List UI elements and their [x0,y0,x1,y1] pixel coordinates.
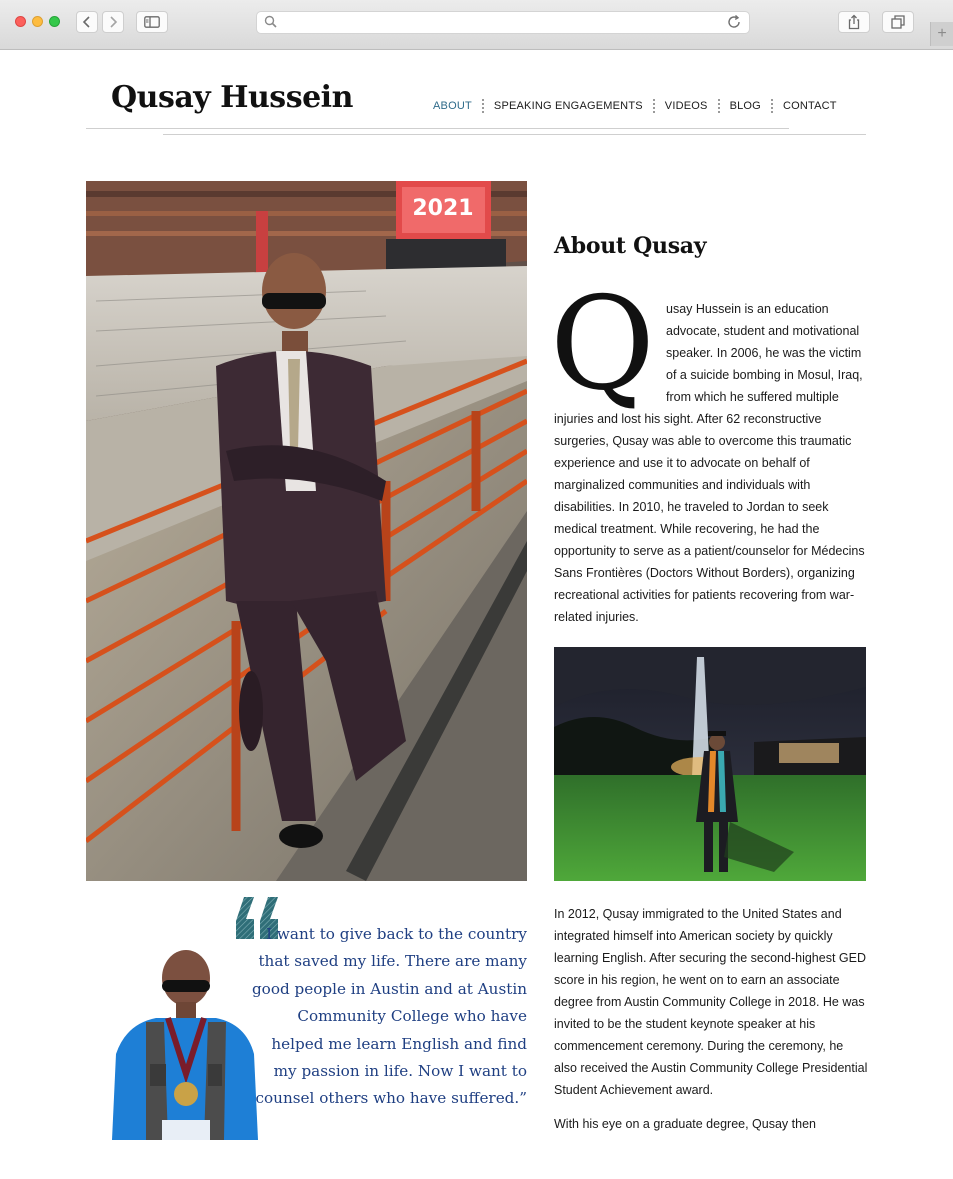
reload-icon[interactable] [726,14,742,30]
forward-button[interactable] [102,11,124,33]
share-icon [847,14,861,30]
address-bar[interactable] [256,11,750,34]
share-button[interactable] [838,11,870,33]
tabs-overview-button[interactable] [882,11,914,33]
nav-contact[interactable]: CONTACT [782,100,837,112]
sidebar-icon [144,16,160,28]
about-text: usay Hussein is an education advocate, student and motivational speaker. In 2006, he was the victim of a suicide bombing in Mosul, Iraq, from which he suffered multiple injuries and lost his sight. After 62 reconstructive surgeries, Qusay was able to overcome this traumatic experience and use it to advocate on behalf of marginalized communities and individuals with disabilities. In 2010, he traveled to Jordan to seek medical treatment. While recovering, he had the opportunity to serve as a patient/counselor for Médecins Sans Frontières (Doctors Without Borders), organizing recreational activities for patients recovering from war-related injuries. [554,302,865,624]
runner-cutout-photo [106,944,261,1144]
close-window-button[interactable] [15,16,26,27]
graduation-night-photo [554,647,866,881]
minimize-window-button[interactable] [32,16,43,27]
nav-speaking-engagements[interactable]: SPEAKING ENGAGEMENTS [493,100,643,112]
graduation-night-illustration [554,647,866,881]
chevron-left-icon [82,16,92,28]
viewport-cutoff [540,1136,880,1179]
tabs-icon [891,15,905,29]
nav-blog[interactable]: BLOG [729,100,761,112]
nav-videos[interactable]: VIDEOS [664,100,708,112]
nav-separator [771,99,773,113]
nav-separator [482,99,484,113]
about-heading: About Qusay [554,233,707,259]
back-button[interactable] [76,11,98,33]
nav-separator [718,99,720,113]
chevron-right-icon [108,16,118,28]
sidebar-button[interactable] [136,11,168,33]
pull-quote: I want to give back to the country that saved my life. There are many good people in Austin and at Austin Community College who have helped me learn English and find my passion in life. Now I want to counsel others who have suffered.” [251,925,527,1108]
browser-toolbar [0,0,953,50]
dropcap-letter: Q [550,270,655,419]
header-divider [86,128,789,129]
about-paragraph-3: With his eye on a graduate degree, Qusay then [554,1117,816,1131]
runner-cutout-illustration [106,944,261,1144]
portrait-photo-stadium [86,181,527,881]
nav-about[interactable]: ABOUT [433,100,472,112]
main-navigation [433,98,837,114]
search-icon [264,15,278,29]
nav-separator [653,99,655,113]
new-tab-button[interactable]: + [930,22,953,46]
site-title[interactable]: Qusay Hussein [111,80,353,115]
portrait-photo-illustration [86,181,527,881]
zoom-window-button[interactable] [49,16,60,27]
about-continued [554,903,868,1147]
about-paragraph [550,270,868,628]
header-divider [163,134,866,135]
svg-text:2021: 2021 [412,196,474,221]
about-paragraph-2: In 2012, Qusay immigrated to the United States and integrated himself into American society by quickly learning English. After securing the second-highest GED score in his region, he went on to earn an associate degree from Austin Community College in 2018. He was invited to be the student keynote speaker at his commencement ceremony. During the ceremony, he also received the Austin Community College Presidential Student Achievement award. [554,907,868,1097]
